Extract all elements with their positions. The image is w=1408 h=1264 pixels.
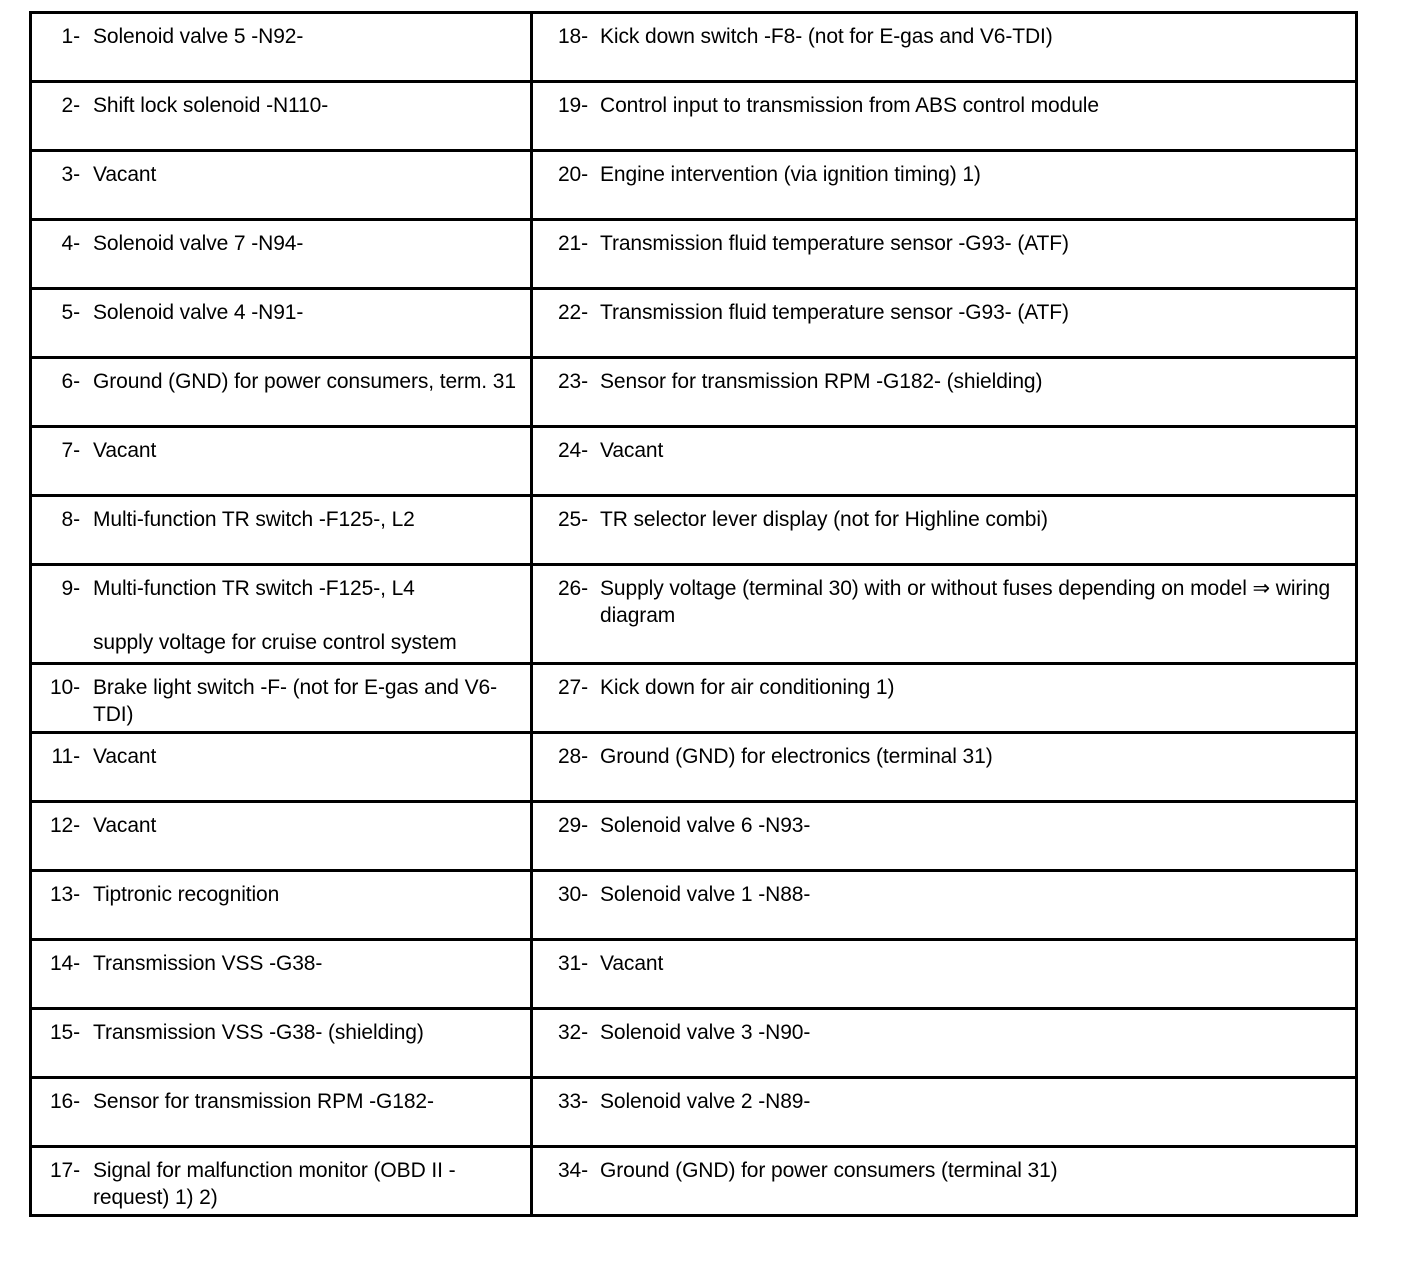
pin-row bbox=[31, 13, 1357, 82]
pin-number: 18- bbox=[557, 25, 588, 48]
pin-cell-right bbox=[532, 358, 1357, 427]
pin-row bbox=[31, 733, 1357, 802]
pin-description-text: Ground (GND) for electronics (terminal 31) bbox=[600, 745, 993, 768]
pin-number: 20- bbox=[557, 163, 588, 186]
pin-row bbox=[31, 1078, 1357, 1147]
pin-description bbox=[80, 437, 530, 464]
pin-cell-left bbox=[31, 151, 532, 220]
pin-description-text: Transmission VSS -G38- (shielding) bbox=[93, 1021, 424, 1044]
pin-cell-right bbox=[532, 289, 1357, 358]
pin-cell-left bbox=[31, 871, 532, 940]
pin-number: 30- bbox=[557, 883, 588, 906]
pin-description bbox=[588, 506, 1355, 533]
pin-description bbox=[588, 743, 1355, 770]
pin-description-text: Supply voltage (terminal 30) with or without fuses depending on model ⇒ wiring diagram bbox=[600, 577, 1331, 627]
pin-cell-left bbox=[31, 802, 532, 871]
pin-description-text: Solenoid valve 5 -N92- bbox=[93, 25, 304, 48]
pin-number: 34- bbox=[557, 1159, 588, 1182]
pin-description-text: Ground (GND) for power consumers, term. 31 bbox=[93, 370, 516, 393]
pin-description bbox=[80, 812, 530, 839]
pin-description bbox=[80, 23, 530, 50]
pin-description bbox=[80, 1157, 530, 1211]
pin-description bbox=[80, 1088, 530, 1115]
pin-row bbox=[31, 82, 1357, 151]
pin-row bbox=[31, 1147, 1357, 1216]
pin-description bbox=[80, 230, 530, 257]
pin-cell-right bbox=[532, 1078, 1357, 1147]
pin-number: 12- bbox=[49, 814, 80, 837]
pin-description bbox=[588, 674, 1355, 701]
pin-cell-left bbox=[31, 82, 532, 151]
pin-description bbox=[588, 368, 1355, 395]
pin-number: 15- bbox=[49, 1021, 80, 1044]
pin-description bbox=[80, 743, 530, 770]
pin-description bbox=[588, 161, 1355, 188]
pin-row bbox=[31, 427, 1357, 496]
pin-description-text: Tiptronic recognition bbox=[93, 883, 280, 906]
pin-cell-right bbox=[532, 151, 1357, 220]
pin-number: 10- bbox=[49, 676, 80, 699]
pin-row bbox=[31, 358, 1357, 427]
pin-description-text: Control input to transmission from ABS control module bbox=[600, 94, 1099, 117]
pin-description bbox=[80, 950, 530, 977]
pin-cell-right bbox=[532, 940, 1357, 1009]
pin-number: 29- bbox=[557, 814, 588, 837]
pin-description-text: Kick down for air conditioning 1) bbox=[600, 676, 895, 699]
pin-description-text: Shift lock solenoid -N110- bbox=[93, 94, 329, 117]
pin-number: 2- bbox=[61, 94, 80, 117]
pin-row bbox=[31, 664, 1357, 733]
pin-cell-left bbox=[31, 427, 532, 496]
pin-cell-left bbox=[31, 565, 532, 664]
pin-cell-right bbox=[532, 1147, 1357, 1216]
pin-cell-left bbox=[31, 733, 532, 802]
pin-cell-left bbox=[31, 289, 532, 358]
pin-number: 24- bbox=[557, 439, 588, 462]
pin-description bbox=[588, 1157, 1355, 1184]
pin-description bbox=[588, 812, 1355, 839]
pin-cell-left bbox=[31, 13, 532, 82]
pin-description bbox=[80, 674, 530, 728]
pin-description-text: Solenoid valve 1 -N88- bbox=[600, 883, 811, 906]
pin-description-text: Brake light switch -F- (not for E-gas and V6-TDI) bbox=[93, 676, 497, 726]
pin-number: 3- bbox=[61, 163, 80, 186]
pin-cell-right bbox=[532, 565, 1357, 664]
pin-row bbox=[31, 565, 1357, 664]
pin-cell-left bbox=[31, 940, 532, 1009]
pin-number: 26- bbox=[557, 577, 588, 600]
pin-number: 22- bbox=[557, 301, 588, 324]
pin-description bbox=[588, 230, 1355, 257]
pin-cell-right bbox=[532, 82, 1357, 151]
pin-table-body bbox=[31, 13, 1357, 1216]
pin-description-text: Solenoid valve 6 -N93- bbox=[600, 814, 811, 837]
pin-number: 23- bbox=[557, 370, 588, 393]
pin-number: 7- bbox=[61, 439, 80, 462]
pin-number: 28- bbox=[557, 745, 588, 768]
pin-description bbox=[80, 575, 530, 656]
pin-description-text: Solenoid valve 3 -N90- bbox=[600, 1021, 811, 1044]
pin-description bbox=[80, 368, 530, 395]
pin-cell-left bbox=[31, 1009, 532, 1078]
pin-number: 32- bbox=[557, 1021, 588, 1044]
pin-number: 1- bbox=[61, 25, 80, 48]
pin-number: 33- bbox=[557, 1090, 588, 1113]
pin-cell-left bbox=[31, 358, 532, 427]
pin-cell-right bbox=[532, 1009, 1357, 1078]
pin-cell-right bbox=[532, 802, 1357, 871]
pin-cell-right bbox=[532, 220, 1357, 289]
pin-number: 27- bbox=[557, 676, 588, 699]
pin-description-text: Solenoid valve 7 -N94- bbox=[93, 232, 304, 255]
pin-description-text: Solenoid valve 4 -N91- bbox=[93, 301, 304, 324]
pin-cell-right bbox=[532, 664, 1357, 733]
pin-cell-right bbox=[532, 496, 1357, 565]
pin-row bbox=[31, 871, 1357, 940]
pin-description bbox=[588, 437, 1355, 464]
pin-number: 25- bbox=[557, 508, 588, 531]
pin-description-text: Vacant bbox=[600, 439, 664, 462]
pin-cell-left bbox=[31, 496, 532, 565]
pin-description-text: Vacant bbox=[600, 952, 664, 975]
pin-description-text: Engine intervention (via ignition timing) 1) bbox=[600, 163, 981, 186]
pin-cell-right bbox=[532, 871, 1357, 940]
pin-description bbox=[588, 1088, 1355, 1115]
pin-description-text: Vacant bbox=[93, 163, 157, 186]
pin-cell-left bbox=[31, 664, 532, 733]
pin-cell-right bbox=[532, 13, 1357, 82]
pin-description-text: Vacant bbox=[93, 745, 157, 768]
pin-number: 11- bbox=[51, 745, 80, 768]
pin-row bbox=[31, 496, 1357, 565]
pin-row bbox=[31, 940, 1357, 1009]
pin-number: 4- bbox=[61, 232, 80, 255]
pin-description-text: Sensor for transmission RPM -G182- (shielding) bbox=[600, 370, 1043, 393]
pin-description bbox=[588, 950, 1355, 977]
pin-row bbox=[31, 1009, 1357, 1078]
pin-description bbox=[588, 575, 1355, 629]
pin-description-text: TR selector lever display (not for Highline combi) bbox=[600, 508, 1048, 531]
line-gap bbox=[93, 602, 522, 629]
pin-row bbox=[31, 289, 1357, 358]
pin-description bbox=[80, 299, 530, 326]
pin-row bbox=[31, 220, 1357, 289]
pin-description-text: supply voltage for cruise control system bbox=[93, 631, 457, 654]
pin-description bbox=[80, 161, 530, 188]
pin-cell-right bbox=[532, 427, 1357, 496]
pin-description-text: Multi-function TR switch -F125-, L2 bbox=[93, 508, 415, 531]
pin-description-text: Signal for malfunction monitor (OBD II - request) 1) 2) bbox=[93, 1159, 456, 1209]
pin-description-text: Ground (GND) for power consumers (terminal 31) bbox=[600, 1159, 1058, 1182]
pin-number: 6- bbox=[61, 370, 80, 393]
pin-description-text: Transmission VSS -G38- bbox=[93, 952, 323, 975]
pin-description-text: Solenoid valve 2 -N89- bbox=[600, 1090, 811, 1113]
pin-description-text: Transmission fluid temperature sensor -G93- (ATF) bbox=[600, 232, 1069, 255]
pin-description bbox=[588, 881, 1355, 908]
pin-description-text: Sensor for transmission RPM -G182- bbox=[93, 1090, 434, 1113]
pin-description bbox=[588, 299, 1355, 326]
pin-number: 16- bbox=[49, 1090, 80, 1113]
pin-number: 17- bbox=[49, 1159, 80, 1182]
pin-description-text: Multi-function TR switch -F125-, L4 bbox=[93, 577, 415, 600]
pin-description-text: Vacant bbox=[93, 814, 157, 837]
pin-description bbox=[80, 1019, 530, 1046]
pin-number: 14- bbox=[49, 952, 80, 975]
pin-cell-left bbox=[31, 1147, 532, 1216]
pin-number: 13- bbox=[49, 883, 80, 906]
pin-number: 8- bbox=[61, 508, 80, 531]
pin-cell-left bbox=[31, 1078, 532, 1147]
pin-description-text: Kick down switch -F8- (not for E-gas and V6-TDI) bbox=[600, 25, 1053, 48]
pin-description bbox=[588, 1019, 1355, 1046]
pin-description-text: Transmission fluid temperature sensor -G93- (ATF) bbox=[600, 301, 1069, 324]
pin-description bbox=[80, 506, 530, 533]
pin-cell-right bbox=[532, 733, 1357, 802]
pin-number: 21- bbox=[557, 232, 588, 255]
pin-description-text: Vacant bbox=[93, 439, 157, 462]
pin-description bbox=[80, 881, 530, 908]
pin-description bbox=[588, 92, 1355, 119]
pin-number: 19- bbox=[557, 94, 588, 117]
pin-cell-left bbox=[31, 220, 532, 289]
pin-number: 9- bbox=[61, 577, 80, 600]
pin-description bbox=[588, 23, 1355, 50]
pin-assignment-table bbox=[29, 11, 1358, 1217]
pin-number: 31- bbox=[557, 952, 588, 975]
pin-number: 5- bbox=[61, 301, 80, 324]
pin-row bbox=[31, 802, 1357, 871]
pin-row bbox=[31, 151, 1357, 220]
pin-description bbox=[80, 92, 530, 119]
